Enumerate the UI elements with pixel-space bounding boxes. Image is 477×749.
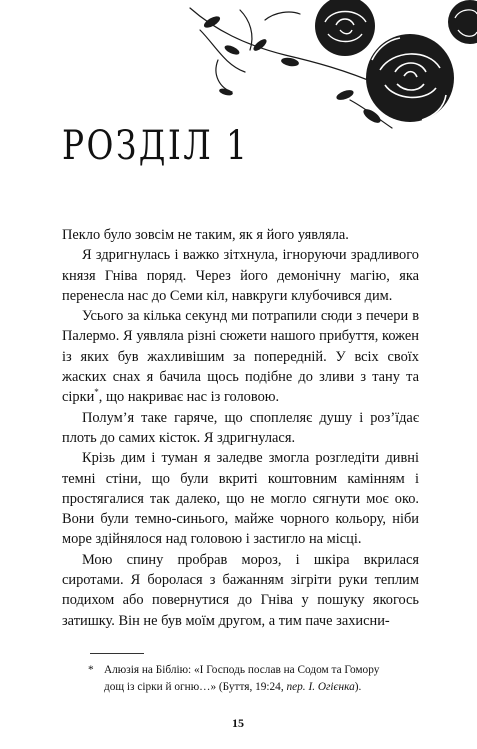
paragraph: Пекло було зовсім не таким, як я його уявляла. [62,227,349,243]
chapter-title: РОЗДІЛ 1 [62,123,250,169]
footnote-marker: * [88,664,94,676]
paragraph-text: Усього за кілька секунд ми потрапили сюди з печери в Палермо. Я уявляла різні сюжети нашого прибуття, кожен із яких був жахливішим за попередній. У всіх своїх жаских снах я бачила щось подібне до зливи з тану та сірки [62,308,419,406]
paragraph: Полум’я таке гаряче, що споплеляє душу і роз’їдає плоть до самих кісток. Я здригнулася. [62,409,419,446]
footnote [62,662,422,696]
body-text [62,225,419,631]
paragraph: Я здригнулась і важко зітхнула, ігноруючи зрадливого князя Гніва поряд. Через його демонічну магію, яка перенесла нас до Семи кіл, навкруги клубочився дим. [62,247,419,304]
rose-vine-icon [0,0,477,140]
paragraph [62,306,419,407]
paragraph-text: , що накриває нас із головою. [98,389,280,406]
page-number: 15 [232,716,244,730]
footnote-reference: * [94,387,99,398]
translator-credit: пер. І. Огієнка [286,681,355,693]
footnote-text: Алюзія на Біблію: «І Господь послав на Содом та Гомору дощ із сірки й огню…» (Буття, 19:24, пер. І. Огієнка). [104,664,380,693]
paragraph: Мою спину пробрав мороз, і шкіра вкрилася сиротами. Я боролася з бажанням зігріти руки теплим подихом або повернутися до Гніва у пошуку якогось затишку. Він не був моїм другом, а тим паче захисни- [62,551,419,629]
footnote-divider [90,653,144,654]
paragraph: Крізь дим і туман я заледве змогла розгледіти дивні темні стіни, що були вкриті коштовним камінням і простягалися так далеко, що не могло сягнути моє око. Вони були темно-синього, майже чорного кольору, ніби море здійнялося над головою і застигло на місці. [62,450,419,548]
